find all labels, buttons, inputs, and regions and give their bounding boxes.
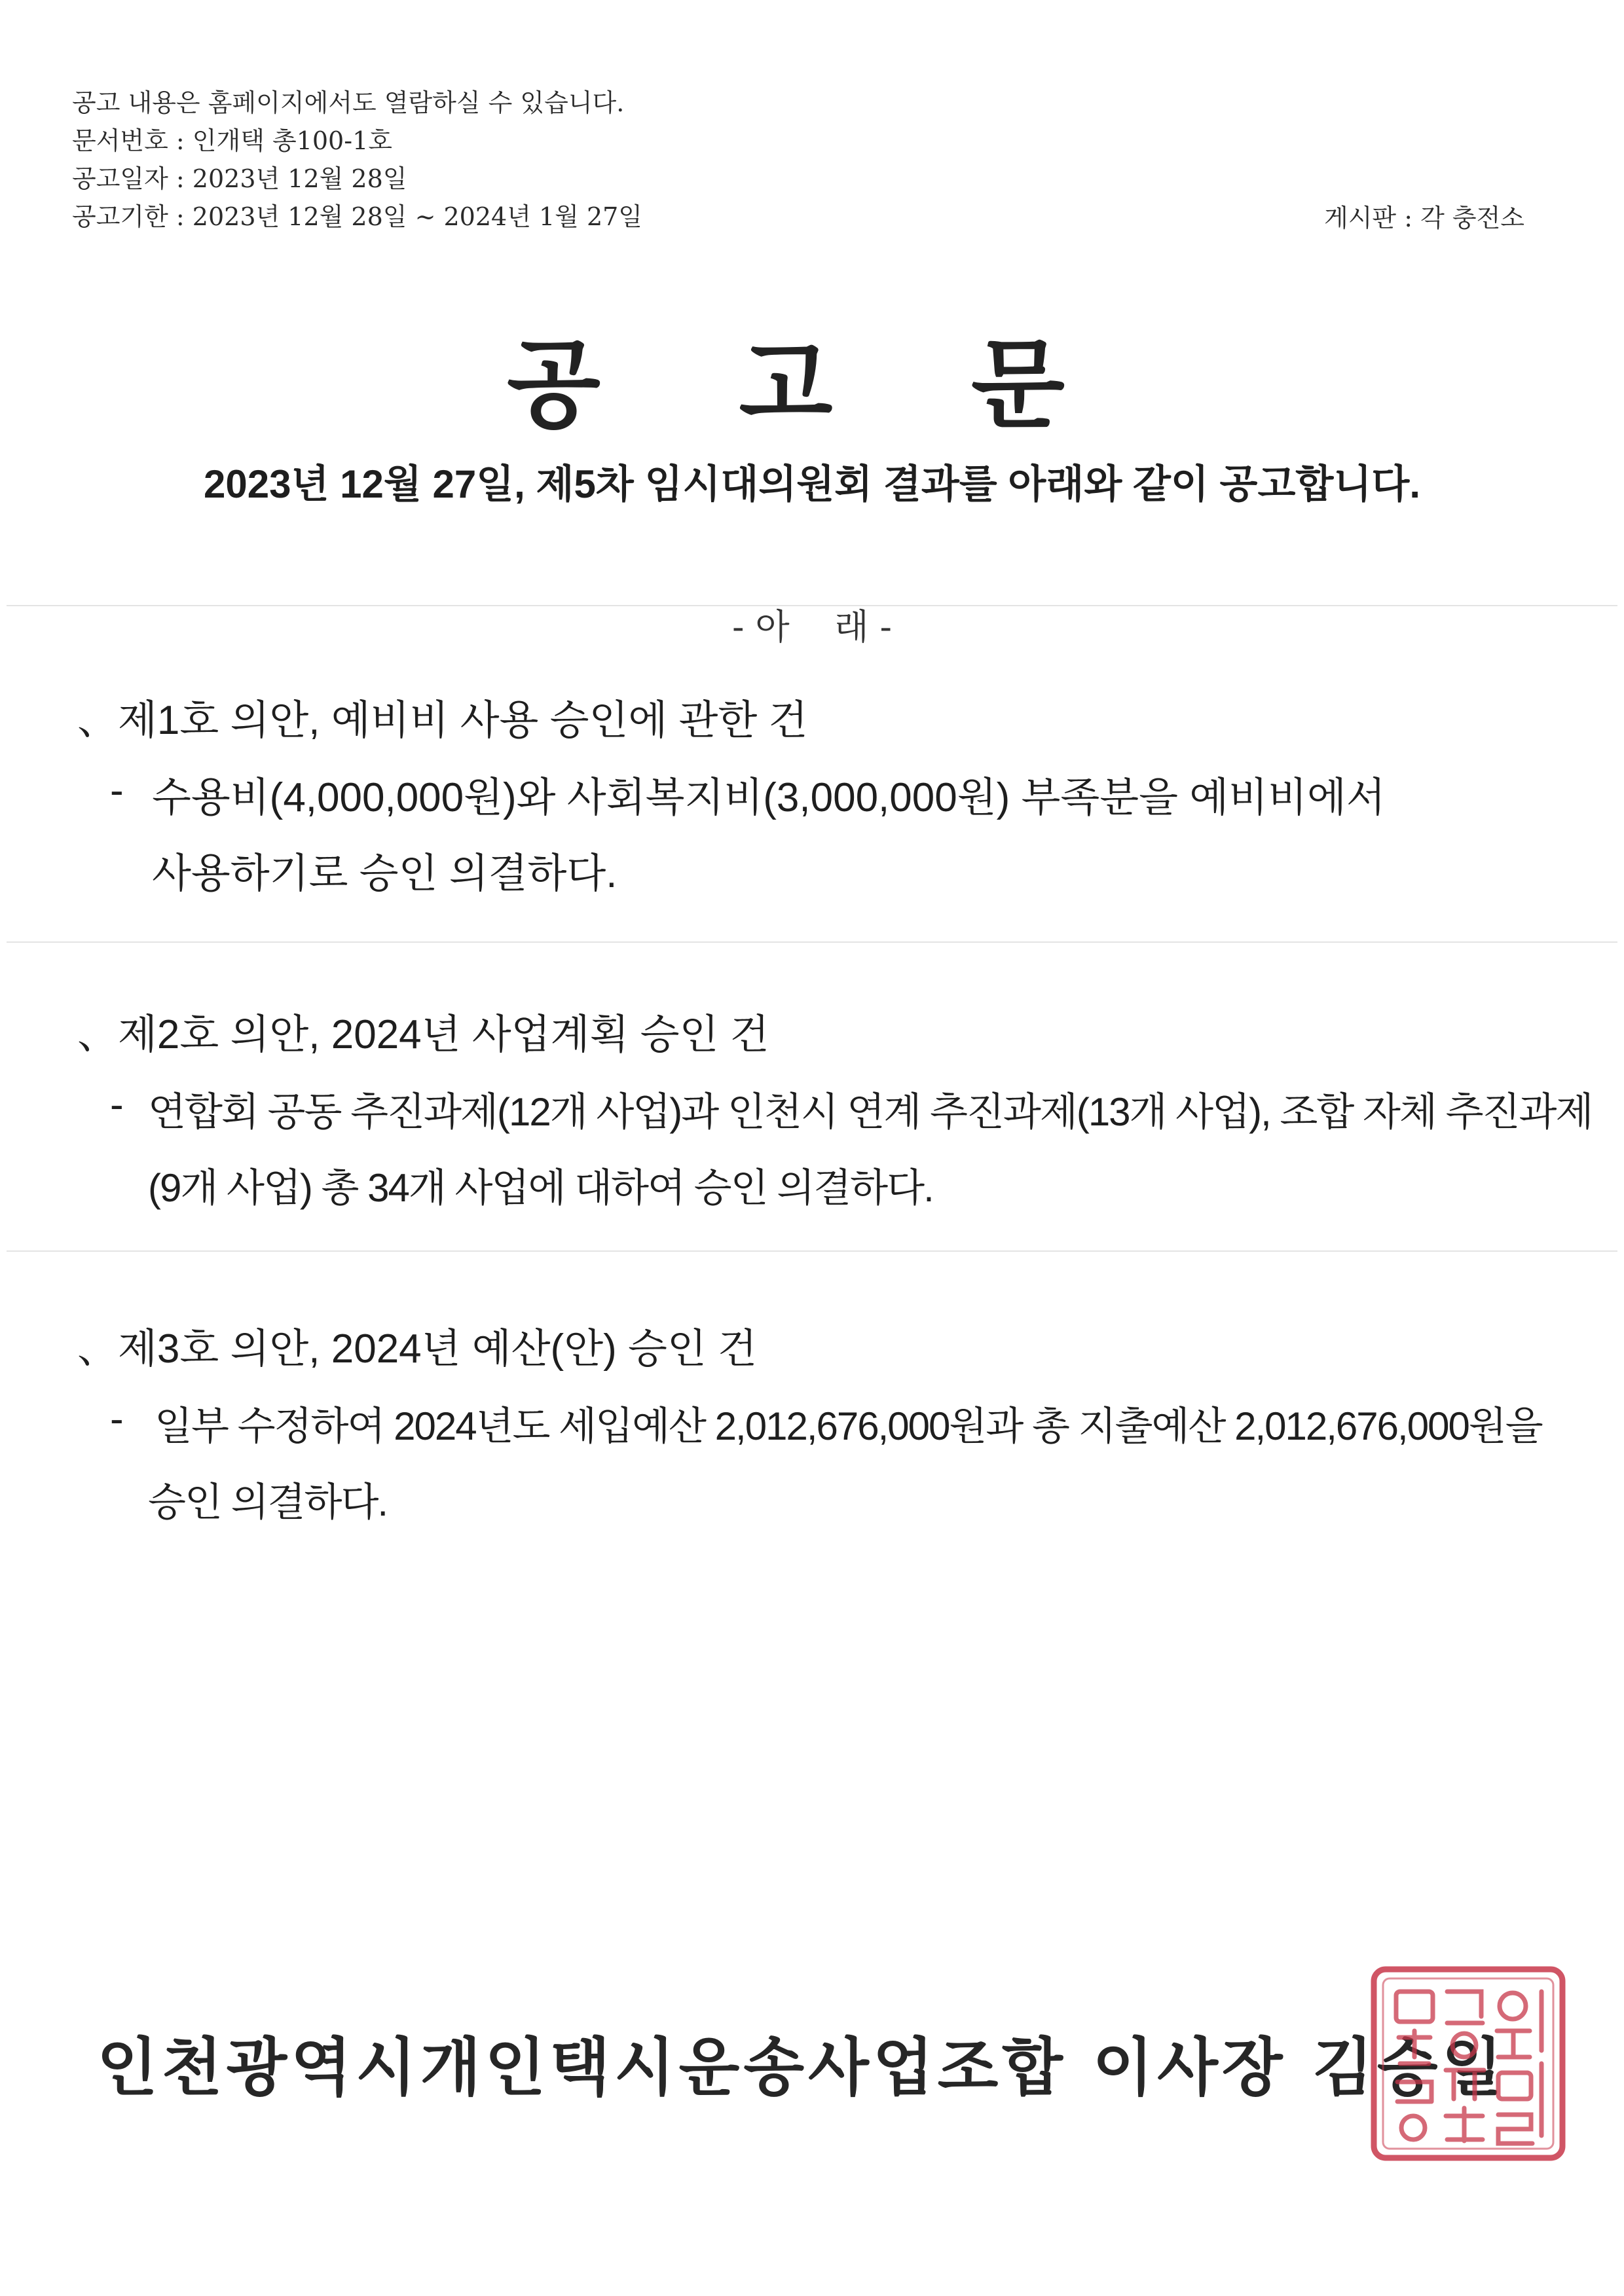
item-3-line-1: 일부 수정하여 2024년도 세입예산 2,012,676,000원과 총 지출예산 2,012,676,000원을 [155, 1404, 1542, 1448]
notice-date: 공고일자 : 2023년 12월 28일 [72, 164, 407, 193]
item-3-title: 、제3호 의안, 2024년 예산(안) 승인 건 [77, 1326, 757, 1372]
document-number: 문서번호 : 인개택 총100-1호 [72, 126, 392, 155]
document-title: 공 고 문 [507, 327, 1117, 441]
item-2-dash: - [110, 1082, 124, 1127]
divider [7, 941, 1617, 943]
item-1-title: 、제1호 의안, 예비비 사용 승인에 관한 건 [77, 698, 808, 743]
divider [7, 1250, 1617, 1252]
notice-homepage-line: 공고 내용은 홈페이지에서도 열람하실 수 있습니다. [72, 88, 625, 117]
item-3-line-2: 승인 의결하다. [148, 1480, 388, 1524]
official-seal-icon [1370, 1965, 1566, 2162]
document-subtitle: 2023년 12월 27일, 제5차 임시대의원회 결과를 아래와 같이 공고합니다. [203, 462, 1421, 506]
below-label: - 아 래 - [732, 606, 892, 647]
signature-line: 인천광역시개인택시운송사업조합 이사장 김승일 [97, 2031, 1507, 2104]
item-1-line-2: 사용하기로 승인 의결하다. [152, 851, 618, 896]
bulletin-board: 게시판 : 각 충전소 [1324, 204, 1524, 232]
item-2-title: 、제2호 의안, 2024년 사업계획 승인 건 [77, 1012, 769, 1057]
item-2-line-2: (9개 사업) 총 34개 사업에 대하여 승인 의결하다. [148, 1166, 933, 1210]
item-1-line-1: 수용비(4,000,000원)와 사회복지비(3,000,000원) 부족분을 예비비에서 [152, 775, 1386, 820]
item-1-dash: - [110, 768, 124, 813]
item-2-line-1: 연합회 공동 추진과제(12개 사업)과 인천시 연계 추진과제(13개 사업), 조합 자체 추진과제 [148, 1090, 1593, 1134]
notice-period: 공고기한 : 2023년 12월 28일 ~ 2024년 1월 27일 [72, 202, 643, 231]
item-3-dash: - [110, 1396, 124, 1442]
